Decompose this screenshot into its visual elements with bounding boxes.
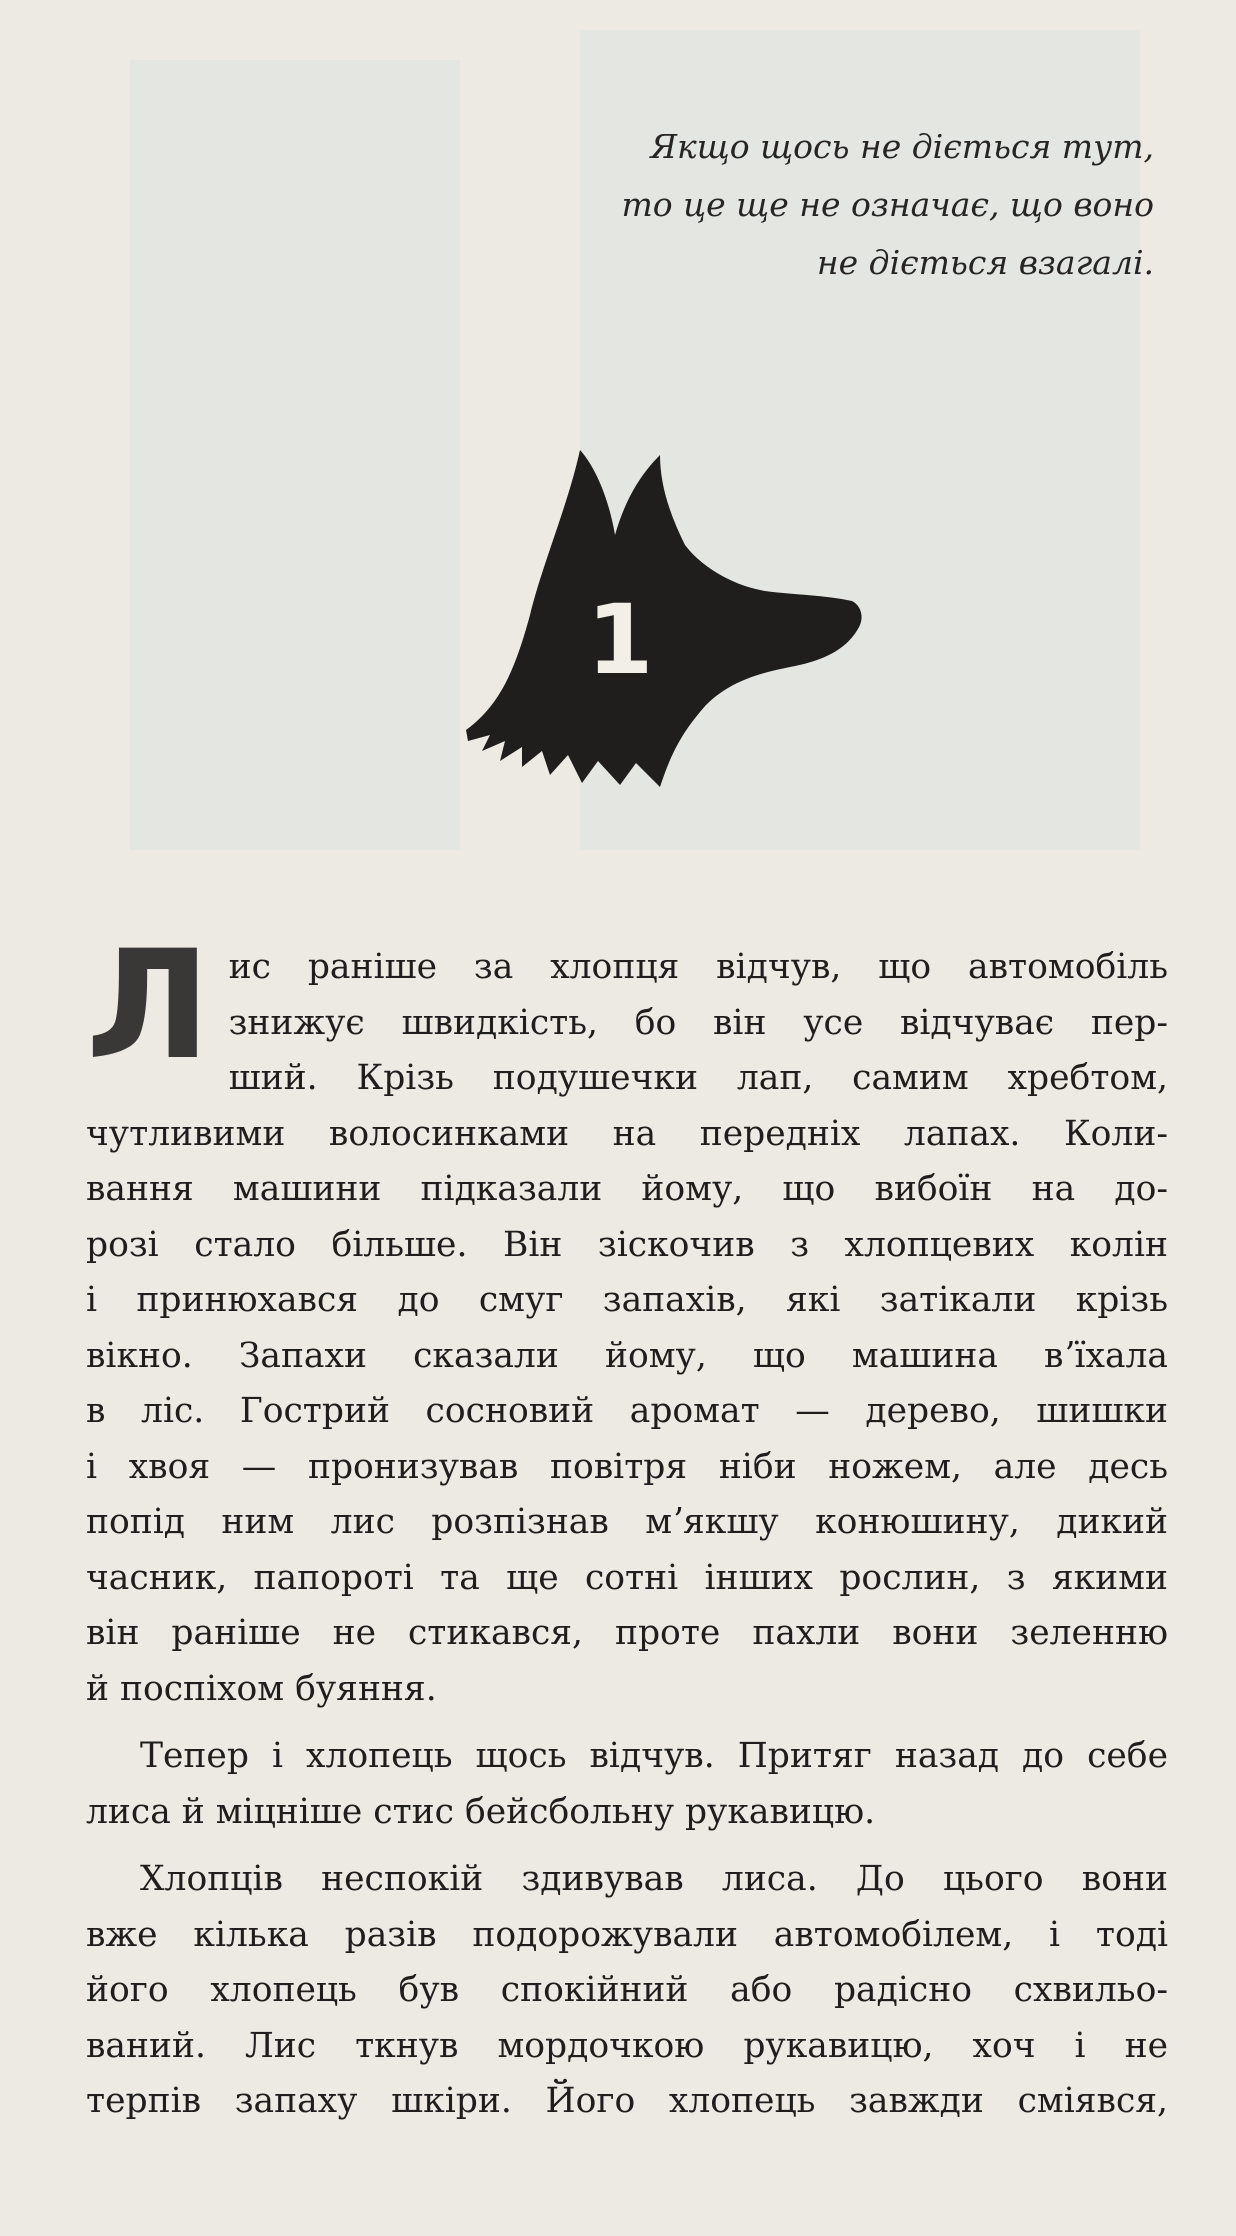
text-line: ший. Крізь подушечки лап, самим хребтом, (228, 1058, 1168, 1098)
text-line: лиса й міцніше стис бейсбольну рукавицю. (86, 1791, 876, 1832)
show-through-block (130, 60, 460, 850)
text-line: знижує швидкість, бо він усе відчуває пер- (228, 1002, 1168, 1043)
text-line: в ліс. Гострий сосновий аромат — дерево, шишки (86, 1391, 1168, 1431)
text-line: вже кілька разів подорожували автомобілем, і тоді (86, 1914, 1168, 1955)
epigraph-line: то це ще не означає, що воно (621, 185, 1154, 224)
chapter-emblem (460, 445, 870, 800)
text-line: Хлопців неспокій здивував лиса. До цього вони (140, 1859, 1168, 1899)
text-line: терпів запаху шкіри. Його хлопець завжди сміявся, (86, 2081, 1168, 2121)
text-line: чутливими волосинками на передніх лапах. Коли- (86, 1113, 1168, 1154)
text-line: Тепер і хлопець щось відчув. Притяг назад до себе (140, 1736, 1168, 1776)
fox-head-silhouette-icon (460, 445, 870, 800)
text-line: вання машини підказали йому, що вибоїн на до- (86, 1169, 1168, 1209)
text-line: він раніше не стикався, проте пахли вони зеленню (86, 1613, 1168, 1653)
paragraph (86, 1852, 1168, 2130)
epigraph-line: Якщо щось не діється тут, (650, 127, 1154, 166)
body-text (86, 919, 1168, 2142)
text-line: його хлопець був спокійний або радісно схвильо- (86, 1970, 1168, 2010)
text-line: розі стало більше. Він зіскочив з хлопцевих колін (86, 1224, 1168, 1265)
chapter-number: 1 (586, 584, 654, 696)
text-line: часник, папороті та ще сотні інших рослин, з якими (86, 1557, 1168, 1598)
text-line: вікно. Запахи сказали йому, що машина вʼїхала (86, 1335, 1168, 1376)
paragraph (86, 919, 1168, 1717)
drop-cap: Л (86, 919, 211, 1093)
text-line: і принюхався до смуг запахів, які затікали крізь (86, 1280, 1168, 1320)
epigraph-line: не діється взагалі. (816, 243, 1154, 282)
text-line: попід ним лис розпізнав мʼякшу конюшину, дикий (86, 1502, 1168, 1542)
epigraph (434, 118, 1154, 292)
text-line: ис раніше за хлопця відчув, що автомобіль (228, 947, 1168, 987)
fox-head-shape (466, 450, 862, 787)
paragraph (86, 1729, 1168, 1840)
text-line: і хвоя — пронизував повітря ніби ножем, але десь (86, 1446, 1168, 1487)
text-line: й поспіхом буяння. (86, 1668, 437, 1709)
text-line: ваний. Лис ткнув мордочкою рукавицю, хоч і не (86, 2025, 1168, 2066)
